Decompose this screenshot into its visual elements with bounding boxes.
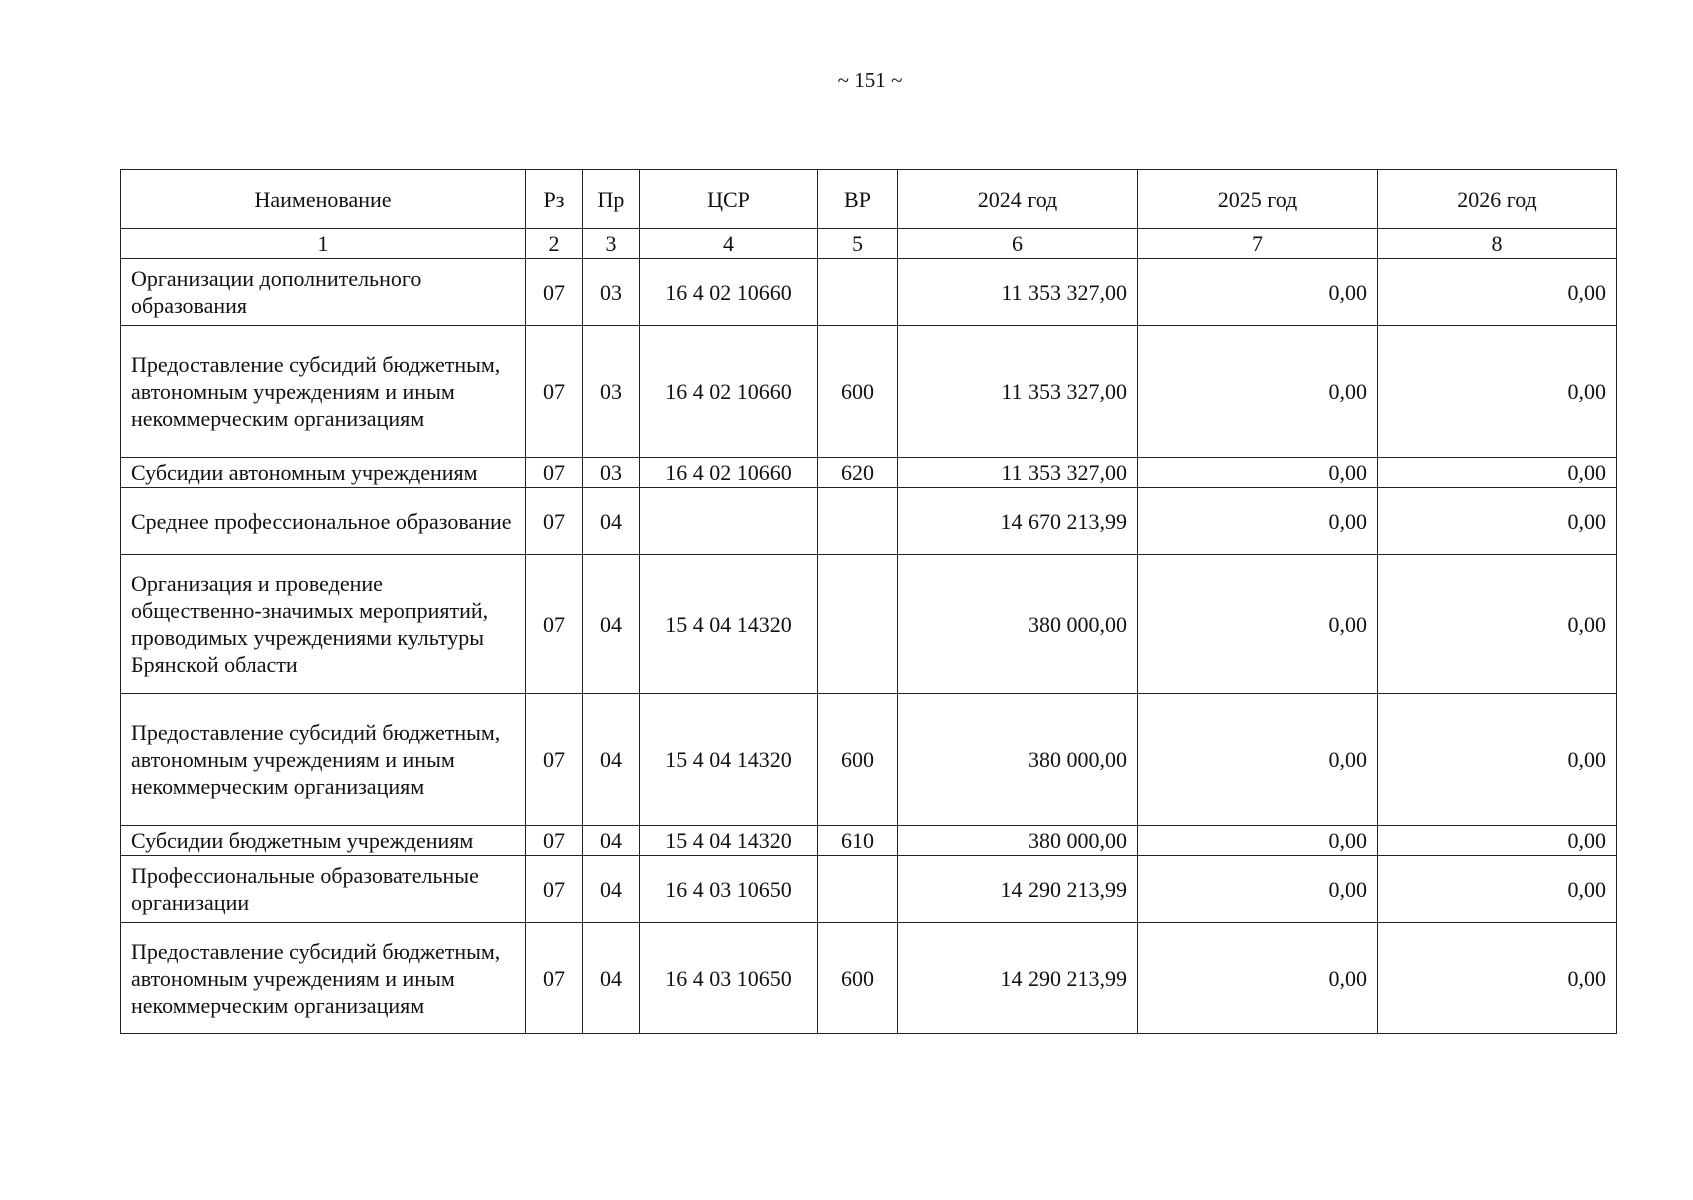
- header-2026: 2026 год: [1378, 170, 1617, 229]
- page-number: ~ 151 ~: [837, 68, 903, 92]
- row-csr: 16 4 03 10650: [640, 856, 818, 923]
- budget-table: [120, 169, 1617, 1034]
- row-2025: 0,00: [1138, 923, 1378, 1034]
- header-pr: Пр: [583, 170, 640, 229]
- row-name: Субсидии автономным учреждениям: [121, 458, 526, 488]
- row-2025: 0,00: [1138, 694, 1378, 826]
- row-2026: 0,00: [1378, 555, 1617, 694]
- row-rz: 07: [526, 923, 583, 1034]
- column-number: 5: [818, 229, 898, 259]
- row-rz: 07: [526, 488, 583, 555]
- row-2024: 14 290 213,99: [898, 923, 1138, 1034]
- row-name: Среднее профессиональное образование: [121, 488, 526, 555]
- row-2024: 380 000,00: [898, 694, 1138, 826]
- row-2025: 0,00: [1138, 326, 1378, 458]
- row-name: Организации дополнительного образования: [121, 259, 526, 326]
- row-2026: 0,00: [1378, 458, 1617, 488]
- row-vr: [818, 488, 898, 555]
- row-name: Предоставление субсидий бюджетным, автономным учреждениям и иным некоммерческим организациям: [121, 694, 526, 826]
- row-2025: 0,00: [1138, 458, 1378, 488]
- row-2025: 0,00: [1138, 856, 1378, 923]
- header-row: [121, 170, 1617, 229]
- header-rz: Рз: [526, 170, 583, 229]
- row-2026: 0,00: [1378, 923, 1617, 1034]
- row-pr: 04: [583, 826, 640, 856]
- row-2026: 0,00: [1378, 856, 1617, 923]
- row-2026: 0,00: [1378, 826, 1617, 856]
- row-2024: 380 000,00: [898, 555, 1138, 694]
- row-pr: 03: [583, 458, 640, 488]
- row-rz: 07: [526, 326, 583, 458]
- column-number: 7: [1138, 229, 1378, 259]
- header-2024: 2024 год: [898, 170, 1138, 229]
- row-pr: 04: [583, 488, 640, 555]
- row-2024: 11 353 327,00: [898, 458, 1138, 488]
- row-2024: 11 353 327,00: [898, 259, 1138, 326]
- row-vr: [818, 555, 898, 694]
- column-number: 4: [640, 229, 818, 259]
- row-name: Организация и проведение общественно-значимых мероприятий, проводимых учреждениями культуры Брянской области: [121, 555, 526, 694]
- header-name: Наименование: [121, 170, 526, 229]
- column-number-row: [121, 229, 1617, 259]
- row-2026: 0,00: [1378, 326, 1617, 458]
- row-rz: 07: [526, 458, 583, 488]
- row-pr: 04: [583, 694, 640, 826]
- row-csr: 16 4 02 10660: [640, 326, 818, 458]
- table-row: [121, 458, 1617, 488]
- row-vr: 600: [818, 694, 898, 826]
- row-vr: 620: [818, 458, 898, 488]
- table-row: [121, 555, 1617, 694]
- row-2024: 14 670 213,99: [898, 488, 1138, 555]
- row-vr: 610: [818, 826, 898, 856]
- table-row: [121, 326, 1617, 458]
- table-row: [121, 488, 1617, 555]
- row-name: Предоставление субсидий бюджетным, автономным учреждениям и иным некоммерческим организациям: [121, 326, 526, 458]
- table-row: [121, 259, 1617, 326]
- row-csr: 15 4 04 14320: [640, 694, 818, 826]
- row-2025: 0,00: [1138, 826, 1378, 856]
- row-rz: 07: [526, 856, 583, 923]
- row-vr: [818, 856, 898, 923]
- row-name: Предоставление субсидий бюджетным, автономным учреждениям и иным некоммерческим организациям: [121, 923, 526, 1034]
- header-2025: 2025 год: [1138, 170, 1378, 229]
- row-rz: 07: [526, 826, 583, 856]
- row-rz: 07: [526, 555, 583, 694]
- header-vr: ВР: [818, 170, 898, 229]
- header-csr: ЦСР: [640, 170, 818, 229]
- table-row: [121, 923, 1617, 1034]
- row-pr: 03: [583, 326, 640, 458]
- row-vr: 600: [818, 923, 898, 1034]
- row-csr: 16 4 02 10660: [640, 259, 818, 326]
- row-pr: 04: [583, 923, 640, 1034]
- column-number: 6: [898, 229, 1138, 259]
- row-2024: 380 000,00: [898, 826, 1138, 856]
- row-pr: 03: [583, 259, 640, 326]
- row-2024: 14 290 213,99: [898, 856, 1138, 923]
- column-number: 8: [1378, 229, 1617, 259]
- row-2025: 0,00: [1138, 555, 1378, 694]
- row-2026: 0,00: [1378, 259, 1617, 326]
- row-csr: [640, 488, 818, 555]
- row-vr: [818, 259, 898, 326]
- column-number: 3: [583, 229, 640, 259]
- row-vr: 600: [818, 326, 898, 458]
- row-2026: 0,00: [1378, 694, 1617, 826]
- row-2025: 0,00: [1138, 488, 1378, 555]
- row-rz: 07: [526, 259, 583, 326]
- row-pr: 04: [583, 856, 640, 923]
- row-csr: 16 4 03 10650: [640, 923, 818, 1034]
- row-2024: 11 353 327,00: [898, 326, 1138, 458]
- row-csr: 15 4 04 14320: [640, 826, 818, 856]
- row-rz: 07: [526, 694, 583, 826]
- row-csr: 15 4 04 14320: [640, 555, 818, 694]
- row-name: Субсидии бюджетным учреждениям: [121, 826, 526, 856]
- row-name: Профессиональные образовательные организации: [121, 856, 526, 923]
- row-pr: 04: [583, 555, 640, 694]
- row-2025: 0,00: [1138, 259, 1378, 326]
- table-row: [121, 856, 1617, 923]
- table-row: [121, 826, 1617, 856]
- table-row: [121, 694, 1617, 826]
- row-csr: 16 4 02 10660: [640, 458, 818, 488]
- column-number: 1: [121, 229, 526, 259]
- column-number: 2: [526, 229, 583, 259]
- row-2026: 0,00: [1378, 488, 1617, 555]
